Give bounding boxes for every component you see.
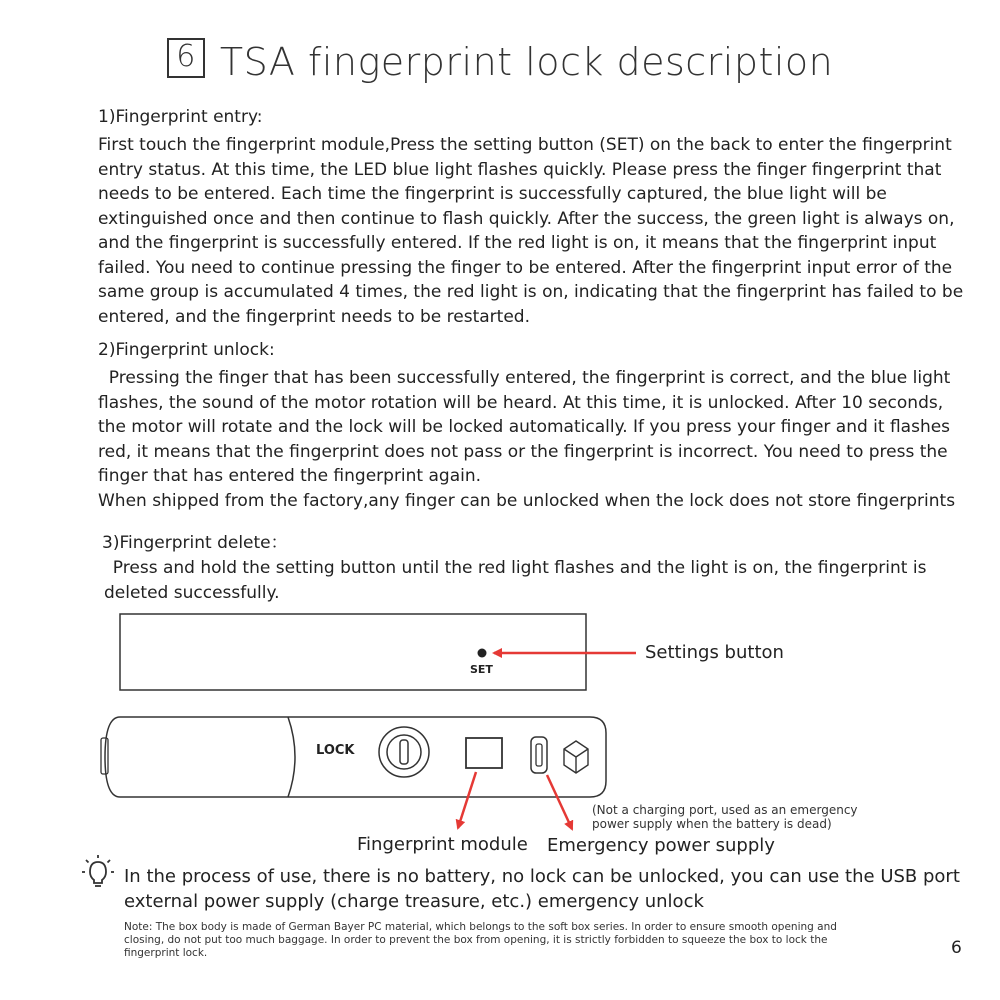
section1-line: First touch the fingerprint module,Press the setting button (SET) on the back to enter the fingerprint xyxy=(98,135,952,155)
material-note xyxy=(124,921,837,960)
note-line: fingerprint lock. xyxy=(124,947,208,959)
tip-line: external power supply (charge treasure, etc.) emergency unlock xyxy=(124,891,704,912)
emergency-power-label: Emergency power supply xyxy=(547,835,775,856)
emergency-note xyxy=(592,803,858,831)
section1-line: entered, and the fingerprint needs to be restarted. xyxy=(98,306,530,327)
section1-line: entry status. At this time, the LED blue light flashes quickly. Please press the finger fingerprint that xyxy=(98,159,942,180)
section2-line: When shipped from the factory,any finger can be unlocked when the lock does not store fingerprints xyxy=(98,490,956,511)
section1-line: needs to be entered. Each time the fingerprint is successfully captured, the blue light will be xyxy=(98,184,887,204)
note-line: closing, do not put too much baggage. In order to prevent the box from opening, it is strictly forbidden to squeeze the box to lock the xyxy=(124,934,828,946)
lock-body-seam xyxy=(288,717,295,797)
lightbulb-icon xyxy=(82,855,114,886)
section2-line: the motor will rotate and the lock will be locked automatically. If you press your finger and it flashes xyxy=(98,417,951,437)
section1-heading: 1)Fingerprint entry: xyxy=(98,107,263,127)
settings-button-label: Settings button xyxy=(645,642,784,663)
note-line: Note: The box body is made of German Bayer PC material, which belongs to the soft box series. In order to ensure smooth opening and xyxy=(124,921,837,933)
section2-line: flashes, the sound of the motor rotation will be heard. At this time, it is unlocked. After 10 seconds, xyxy=(98,392,944,413)
fingerprint-module-label: Fingerprint module xyxy=(357,834,528,855)
section2-line: red, it means that the fingerprint does not pass or the fingerprint is incorrect. You need to press the xyxy=(98,441,948,462)
section3-heading: 3)Fingerprint delete： xyxy=(102,533,288,553)
section3-line: Press and hold the setting button until the red light flashes and the light is on, the fingerprint is xyxy=(102,558,927,578)
fingerprint-module xyxy=(466,738,502,768)
tip-line: In the process of use, there is no battery, no lock can be unlocked, you can use the USB port xyxy=(124,866,960,887)
set-button-dot xyxy=(478,649,487,658)
section2-line: finger that has entered the fingerprint again. xyxy=(98,466,482,486)
section1-line: same group is accumulated 4 times, the red light is on, indicating that the fingerprint has failed to be xyxy=(98,282,964,302)
emergency-note-line: power supply when the battery is dead) xyxy=(592,817,832,831)
emergency-arrow xyxy=(547,775,572,829)
page-number: 6 xyxy=(951,938,962,958)
fingerprint-module-arrow xyxy=(458,772,476,828)
lock-label: LOCK xyxy=(316,743,355,758)
section2-line: Pressing the finger that has been successfully entered, the fingerprint is correct, and the blue light xyxy=(98,368,951,388)
set-label: SET xyxy=(470,663,493,676)
title-text: TSA fingerprint lock description xyxy=(219,40,834,84)
section3-line: deleted successfully. xyxy=(104,582,280,603)
emergency-note-line: (Not a charging port, used as an emergency xyxy=(592,803,858,817)
cube-logo-icon xyxy=(564,741,588,773)
section1-line: and the fingerprint is successfully entered. If the red light is on, it means that the fingerprint input xyxy=(98,233,937,253)
section2-heading: 2)Fingerprint unlock: xyxy=(98,340,275,360)
title-number: 6 xyxy=(167,38,205,78)
section1-line: extinguished once and then continue to flash quickly. After the success, the green light is always on, xyxy=(98,208,955,229)
keyhole-icon xyxy=(379,727,429,777)
usb-port-icon xyxy=(531,737,547,773)
section1-line: failed. You need to continue pressing the finger to be entered. After the fingerprint input error of the xyxy=(98,257,953,278)
